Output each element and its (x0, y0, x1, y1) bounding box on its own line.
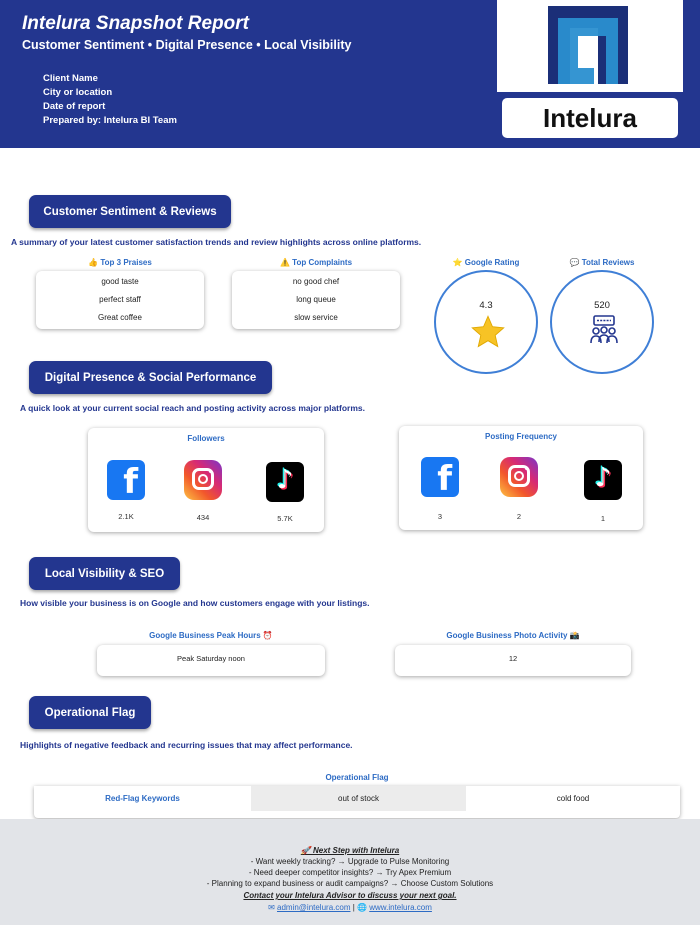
praises-label: 👍 Top 3 Praises (88, 258, 152, 267)
google-rating-label: ⭐ Google Rating (452, 258, 520, 267)
total-reviews-circle (550, 270, 654, 374)
instagram-icon (500, 457, 538, 497)
followers-card (88, 428, 324, 532)
section-pill-flag: Operational Flag (29, 696, 151, 729)
mail-icon: ✉ (268, 903, 275, 912)
tiktok-icon: ♪ (584, 460, 622, 500)
google-rating-circle (434, 270, 538, 374)
website-link[interactable]: www.intelura.com (369, 903, 432, 912)
total-reviews-value: 520 (594, 300, 610, 311)
report-meta (43, 72, 177, 128)
footer-line: - Planning to expand business or audit campaigns? → Choose Custom Solutions (206, 879, 494, 888)
facebook-icon: f (421, 457, 459, 497)
section-pill-local: Local Visibility & SEO (29, 557, 180, 590)
prepared-by: Prepared by: Intelura BI Team (43, 115, 177, 126)
photo-activity-label: Google Business Photo Activity 📸 (446, 631, 580, 640)
globe-icon: 🌐 (357, 903, 367, 912)
footer-line: - Want weekly tracking? → Upgrade to Pulse Monitoring (250, 857, 450, 866)
complaints-label: ⚠️ Top Complaints (279, 258, 353, 267)
peak-hours-label: Google Business Peak Hours ⏰ (149, 631, 273, 640)
brand-name: Intelura (502, 98, 678, 138)
posting-card (399, 426, 643, 530)
digital-description: A quick look at your current social reach and posting activity across major platforms. (20, 403, 365, 413)
complaint-item: long queue (296, 295, 336, 304)
praise-item: good taste (101, 277, 139, 286)
report-subtitle: Customer Sentiment • Digital Presence • Local Visibility (22, 38, 352, 52)
review-group-icon (588, 314, 620, 346)
report-date: Date of report (43, 101, 106, 112)
total-reviews-label: 💬 Total Reviews (569, 258, 635, 267)
followers-label: Followers (187, 434, 225, 443)
next-step-heading: 🚀 Next Step with Intelura (300, 846, 400, 855)
tiktok-icon: ♪ (266, 462, 304, 502)
instagram-posting: 2 (516, 512, 522, 521)
praise-item: Great coffee (98, 313, 142, 322)
flag-table (34, 786, 680, 818)
star-icon (470, 314, 506, 350)
complaint-item: slow service (294, 313, 338, 322)
tiktok-posting: 1 (600, 514, 606, 523)
photo-activity-card (395, 645, 631, 676)
peak-hours-card (97, 645, 325, 676)
instagram-followers: 434 (196, 513, 210, 522)
sentiment-description: A summary of your latest customer satisfaction trends and review highlights across online platforms. (11, 237, 422, 247)
section-pill-sentiment: Customer Sentiment & Reviews (29, 195, 231, 228)
complaint-item: no good chef (292, 277, 340, 286)
facebook-icon: f (107, 460, 145, 500)
client-name: Client Name (43, 73, 98, 84)
footer (0, 819, 700, 925)
flag-table-title: Operational Flag (325, 773, 389, 782)
google-rating-value: 4.3 (479, 300, 493, 311)
facebook-posting: 3 (437, 512, 443, 521)
advisor-cta: Contact your Intelura Advisor to discuss your next goal. (243, 891, 457, 900)
contact-line (0, 903, 700, 912)
photo-activity-value: 12 (508, 654, 518, 663)
report-title: Intelura Snapshot Report (22, 13, 249, 34)
praises-card (36, 271, 204, 329)
facebook-followers: 2.1K (118, 512, 134, 521)
tiktok-followers: 5.7K (277, 514, 293, 523)
peak-hours-value: Peak Saturday noon (177, 654, 245, 663)
flag-row-label: Red-Flag Keywords (105, 794, 180, 803)
logo-box (497, 0, 683, 92)
footer-line: - Need deeper competitor insights? → Try Apex Premium (248, 868, 452, 877)
intelura-logo-icon (548, 6, 628, 84)
praise-item: perfect staff (99, 295, 141, 304)
contact-separator: | (352, 903, 355, 912)
flag-keyword: cold food (556, 794, 590, 803)
complaints-card (232, 271, 400, 329)
posting-label: Posting Frequency (484, 432, 557, 441)
city-location: City or location (43, 87, 113, 98)
instagram-icon (184, 460, 222, 500)
flag-keyword: out of stock (251, 786, 466, 811)
local-description: How visible your business is on Google and how customers engage with your listings. (20, 598, 370, 608)
email-link[interactable]: admin@intelura.com (277, 903, 351, 912)
section-pill-digital: Digital Presence & Social Performance (29, 361, 272, 394)
flag-description: Highlights of negative feedback and recurring issues that may affect performance. (20, 740, 353, 750)
